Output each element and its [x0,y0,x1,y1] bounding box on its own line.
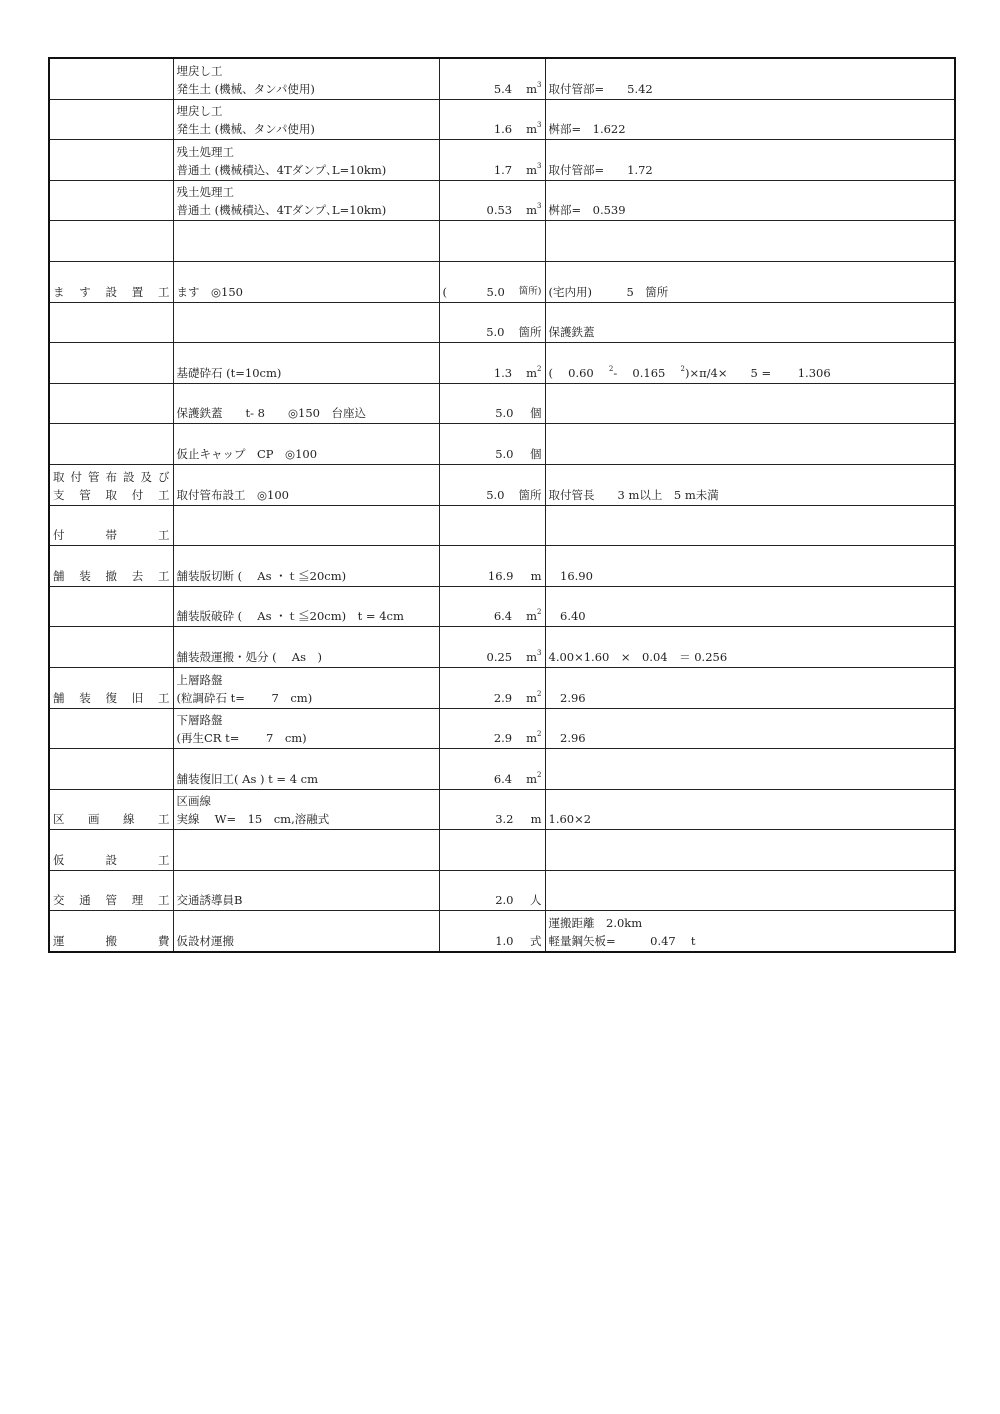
unit-label: $m^3$ [526,121,542,137]
note-text: 2.96 [548,731,586,746]
item-cell [173,789,439,830]
unit-label: 箇所) [518,285,542,297]
item-cell [173,261,439,302]
note-text: 桝部= 1.622 [548,122,626,137]
note-text: 6.40 [548,609,586,624]
category-cell [49,505,173,546]
note-cell [545,180,955,221]
category-cell [49,667,173,708]
category-cell [49,424,173,465]
quantity-value: 5.0 [486,325,505,340]
table-row [49,546,955,587]
quantity-cell [439,343,545,384]
item-text: ます ◎150 [176,284,243,299]
quantity-value: 2.9 [493,690,513,705]
category-cell [49,383,173,424]
table-row [49,870,955,911]
quantity-cell [439,464,545,505]
item-text: 区画線 [176,794,211,809]
note-cell [545,58,955,99]
item-cell [173,830,439,871]
note-text: 4.00×1.60 × 0.04 ＝ 0.256 [548,649,728,664]
quantity-cell [439,627,545,668]
item-cell [173,667,439,708]
table-row [49,464,955,505]
table-row [49,830,955,871]
item-cell [173,99,439,140]
category-cell [49,343,173,384]
item-text: 仮止キャップ CP ◎100 [176,446,318,461]
note-text: 桝部= 0.539 [548,203,626,218]
category-cell [49,870,173,911]
table-row [49,58,955,99]
item-cell [173,221,439,262]
note-cell [545,99,955,140]
item-text: 残土処理工 [176,144,234,159]
unit-label: $m^2$ [526,730,542,746]
quantity-cell [439,58,545,99]
category-cell [49,261,173,302]
unit-label: m [530,812,542,827]
unit-label: $m^3$ [526,648,542,664]
note-cell [545,789,955,830]
item-cell [173,424,439,465]
category-cell [49,789,173,830]
quantity-cell [439,586,545,627]
item-text: 残土処理工 [176,185,234,200]
note-text: 運搬距離 2.0km [548,916,643,931]
table-row [49,180,955,221]
item-cell [173,383,439,424]
table-row [49,789,955,830]
table-row [49,708,955,749]
category-label: 区画線工 [53,812,170,827]
unit-label: $m^3$ [526,202,542,218]
table-row [49,343,955,384]
note-cell [545,343,955,384]
category-cell [49,627,173,668]
quantity-value: 16.9 [487,568,514,583]
item-cell [173,627,439,668]
quantity-cell [439,302,545,343]
note-cell [545,911,955,952]
unit-label: 人 [530,893,542,908]
quantity-value: 3.2 [495,812,514,827]
quantity-cell [439,708,545,749]
item-cell [173,870,439,911]
category-label: 舗装撤去工 [53,568,170,583]
unit-label: 個 [530,406,542,421]
note-cell [545,708,955,749]
note-cell [545,505,955,546]
unit-label: 箇所 [518,325,542,340]
item-cell [173,749,439,790]
category-label: 付帯工 [53,528,170,543]
category-cell [49,302,173,343]
table-row [49,667,955,708]
quantity-value: 2.0 [495,893,514,908]
item-text: 実線 W= 15 cm,溶融式 [176,812,330,827]
quantity-value: 0.25 [486,649,513,664]
item-cell [173,708,439,749]
quantity-value: 5.4 [493,81,513,96]
quantity-cell [439,749,545,790]
unit-label: $m^2$ [526,608,542,624]
item-cell [173,140,439,181]
note-cell [545,627,955,668]
note-text: (宅内用) 5 箇所 [548,284,669,299]
quantity-value: 0.53 [486,203,513,218]
category-label: 支管取付工 [53,487,170,502]
category-cell [49,911,173,952]
item-text: 舗装版切断 ( As ・ｔ≦20cm) [176,568,347,583]
item-text: 取付管布設工 ◎100 [176,487,289,502]
unit-label: 箇所 [518,487,542,502]
quantity-value: 6.4 [493,771,513,786]
category-label: 交通管理工 [53,893,170,908]
quantity-cell [439,140,545,181]
item-text: 普通土 (機械積込、4Tダンプ､L=10km) [176,203,387,218]
quantity-value: 5.0 [495,406,514,421]
item-text: 舗装復旧工( As ) t = 4 cm [176,771,319,786]
quantity-cell [439,383,545,424]
note-cell [545,749,955,790]
note-cell [545,546,955,587]
category-cell [49,464,173,505]
quantity-value: 2.9 [493,731,513,746]
note-text: 取付管部= 1.72 [548,162,653,177]
table-row [49,261,955,302]
item-cell [173,58,439,99]
item-cell [173,302,439,343]
item-cell [173,505,439,546]
category-label: 取付管布設及び [53,469,170,484]
category-cell [49,830,173,871]
table-row [49,505,955,546]
table-row [49,302,955,343]
quantity-cell [439,261,545,302]
category-cell [49,140,173,181]
note-cell [545,586,955,627]
item-cell [173,586,439,627]
unit-label: $m^3$ [526,80,542,96]
table-row [49,749,955,790]
item-cell [173,911,439,952]
quantity-value: 1.6 [493,122,513,137]
note-text: 2.96 [548,690,586,705]
note-cell [545,383,955,424]
quantity-value: 5.0 [495,446,514,461]
table-row [49,911,955,952]
item-text: 交通誘導員B [176,893,243,908]
quantity-cell [439,830,545,871]
unit-label: 個 [530,446,542,461]
table-row [49,221,955,262]
quantity-cell [439,180,545,221]
item-text: 舗装版破砕 ( As ・ｔ≦20cm) t = 4cm [176,609,404,624]
quantity-value: 6.4 [493,609,513,624]
category-cell [49,546,173,587]
item-cell [173,464,439,505]
unit-label: $m^2$ [526,364,542,380]
category-cell [49,749,173,790]
paren-open: ( [442,284,447,299]
quantity-value: 5.0 [486,487,505,502]
note-cell [545,870,955,911]
unit-label: $m^3$ [526,161,542,177]
unit-label: $m^2$ [526,770,542,786]
quantity-value: 1.0 [495,934,514,949]
item-cell [173,180,439,221]
table-row [49,383,955,424]
item-text: 上層路盤 [176,672,223,687]
note-cell [545,830,955,871]
table-row [49,627,955,668]
note-text: 16.90 [548,568,593,583]
item-text: 舗装殻運搬・処分 ( As ) [176,649,322,664]
quantity-cell [439,505,545,546]
quantity-cell [439,546,545,587]
category-cell [49,708,173,749]
note-cell [545,140,955,181]
quantity-table [48,57,956,953]
note-cell [545,221,955,262]
table-row [49,586,955,627]
unit-label: $m^2$ [526,689,542,705]
quantity-value: 5.0 [486,284,505,299]
quantity-cell [439,789,545,830]
category-label: 仮設工 [53,852,170,867]
item-cell [173,546,439,587]
item-text: (再生CR t= 7 cm) [176,731,307,746]
note-text: 1.60×2 [548,812,592,827]
category-label: 舗装復旧工 [53,690,170,705]
quantity-cell [439,99,545,140]
quantity-cell [439,424,545,465]
quantity-value: 1.7 [493,162,513,177]
item-text: (粒調砕石 t= 7 cm) [176,690,313,705]
quantity-cell [439,667,545,708]
category-cell [49,99,173,140]
item-text: 発生土 (機械、タンパ使用) [176,122,315,137]
category-label: ます設置工 [53,284,170,299]
item-text: 埋戻し工 [176,63,223,78]
category-cell [49,58,173,99]
item-text: 基礎砕石 (t=10cm) [176,365,282,380]
quantity-cell [439,221,545,262]
note-cell [545,424,955,465]
table-row [49,99,955,140]
item-text: 埋戻し工 [176,104,223,119]
category-cell [49,586,173,627]
formula-text: ( 0.60 $^2$- 0.165 $^2$)×π/4× 5 = 1.306 [548,364,831,380]
note-text: 取付管長 3 m以上 5 m未満 [548,487,719,502]
table-row [49,140,955,181]
note-cell [545,464,955,505]
item-text: 普通土 (機械積込、4Tダンプ､L=10km) [176,162,387,177]
item-text: 仮設材運搬 [176,934,234,949]
note-cell [545,667,955,708]
note-text: 軽量鋼矢板= 0.47 t [548,934,696,949]
quantity-cell [439,911,545,952]
item-text: 保護鉄蓋 t- 8 ◎150 台座込 [176,406,366,421]
quantity-value: 1.3 [493,365,513,380]
category-cell [49,221,173,262]
item-text: 下層路盤 [176,713,223,728]
category-cell [49,180,173,221]
unit-label: m [530,568,542,583]
unit-label: 式 [530,934,542,949]
table-row [49,424,955,465]
note-text: 保護鉄蓋 [548,325,595,340]
note-cell [545,302,955,343]
quantity-cell [439,870,545,911]
item-cell [173,343,439,384]
category-label: 運搬費 [53,934,170,949]
item-text: 発生土 (機械、タンパ使用) [176,81,315,96]
note-text: 取付管部= 5.42 [548,81,653,96]
note-cell [545,261,955,302]
